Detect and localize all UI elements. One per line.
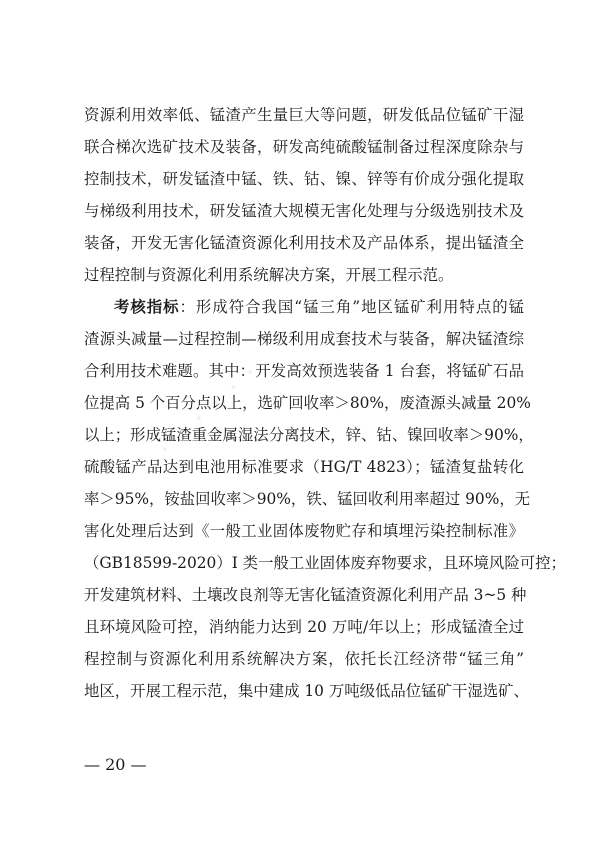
- paragraph-line-rest: ：形成符合我国“锰三角”地区锰矿利用特点的锰: [179, 298, 524, 316]
- paragraph-line: 装备，开发无害化锰渣资源化利用技术及产品体系，提出锰渣全: [84, 234, 524, 252]
- paragraph-line: 过程控制与资源化利用系统解决方案，开展工程示范。: [84, 266, 454, 284]
- paragraph-line: 程控制与资源化利用系统解决方案，依托长江经济带“锰三角”: [84, 650, 524, 668]
- paragraph-line: 开发建筑材料、土壤改良剂等无害化锰渣资源化利用产品 3~5 种: [84, 586, 527, 604]
- paragraph-line: 控制技术，研发锰渣中锰、铁、钴、镍、锌等有价成分强化提取: [84, 170, 524, 188]
- paragraph-line: 位提高 5 个百分点以上，选矿回收率＞80%，废渣源头减量 20%: [84, 394, 531, 412]
- paragraph-line: 与梯级利用技术，研发锰渣大规模无害化处理与分级选别技术及: [84, 202, 524, 220]
- paragraph-line: 且环境风险可控，消纳能力达到 20 万吨/年以上；形成锰渣全过: [84, 618, 524, 636]
- paragraph-line: 资源利用效率低、锰渣产生量巨大等问题，研发低品位锰矿干湿: [84, 106, 524, 124]
- paragraph-line: 以上；形成锰渣重金属湿法分离技术，锌、钴、镍回收率＞90%，: [84, 426, 534, 444]
- paragraph-line: 渣源头减量—过程控制—梯级利用成套技术与装备，解决锰渣综: [84, 330, 524, 348]
- paragraph-line: 害化处理后达到《一般工业固体废物贮存和填埋污染控制标准》: [84, 522, 524, 540]
- paragraph-line: 率＞95%，铵盐回收率＞90%，铁、锰回收利用率超过 90%，无: [84, 490, 531, 508]
- paragraph-line: （GB18599-2020）I 类一般工业固体废弃物要求，且环境风险可控；: [84, 554, 566, 572]
- paragraph-line: 联合梯次选矿技术及装备，研发高纯硫酸锰制备过程深度除杂与: [84, 138, 524, 156]
- paragraph-line: 硫酸锰产品达到电池用标准要求（HG/T 4823）；锰渣复盐转化: [84, 458, 524, 476]
- page-number: — 20 —: [84, 755, 147, 774]
- watermark: · · · · · ·: [150, 355, 268, 467]
- assessment-indicator-label: 考核指标: [114, 298, 180, 316]
- paragraph-line: 地区，开展工程示范，集中建成 10 万吨级低品位锰矿干湿选矿、: [84, 682, 529, 700]
- assessment-indicator-first-line: [114, 297, 524, 317]
- paragraph-line: 合利用技术难题。其中：开发高效预选装备 1 台套，将锰矿石品: [84, 362, 524, 380]
